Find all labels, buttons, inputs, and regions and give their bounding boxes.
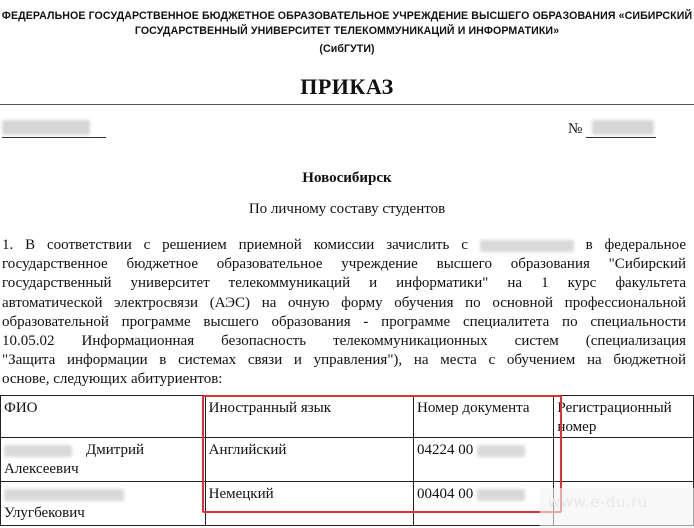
number-underline	[586, 137, 656, 138]
paragraph-line-5: образовательной программе высшего образования - программе специалитета по специальности	[2, 313, 686, 330]
redacted-surname	[4, 445, 72, 457]
paragraph-text: в федеральное	[585, 237, 687, 253]
watermark: www.e-du.ru	[548, 493, 648, 511]
fio-line-1	[4, 485, 202, 504]
redacted-order-number	[592, 120, 654, 135]
paragraph-text: 1. В соответствии с решением приемной комиссии зачислить с	[2, 237, 468, 253]
redacted-name	[4, 489, 124, 501]
cell-fio	[1, 482, 206, 526]
highlight-box	[202, 395, 562, 513]
header-reg-number: Регистрационный номер	[554, 396, 694, 438]
header-doc-number: Номер документа	[413, 396, 553, 438]
paragraph-line-6: 10.05.02 Информационная безопасность телекоммуникационных систем (специализация	[2, 332, 686, 349]
org-name-line1: ФЕДЕРАЛЬНОЕ ГОСУДАРСТВЕННОЕ БЮДЖЕТНОЕ ОБРАЗОВАТЕЛЬНОЕ УЧРЕЖДЕНИЕ ВЫСШЕГО ОБРАЗОВАНИЯ «СИБИРСКИЙ	[1, 10, 693, 22]
fio-patronymic: Алексеевич	[4, 461, 79, 477]
redacted-date	[2, 120, 90, 135]
org-name-line2: ГОСУДАРСТВЕННЫЙ УНИВЕРСИТЕТ ТЕЛЕКОММУНИКАЦИЙ И ИНФОРМАТИКИ»	[134, 25, 560, 37]
city: Новосибирск	[302, 170, 392, 186]
doc-number-text: 00404 00	[416, 486, 474, 502]
fio-patronymic: Улугбекович	[4, 505, 85, 521]
paragraph-line-4: автоматической электросвязи (АЭС) на очную форму обучения по основной профессиональной	[2, 294, 686, 311]
document-title: ПРИКАЗ	[300, 74, 394, 99]
doc-number-text: 04224 00	[416, 442, 474, 458]
paragraph-line-2: государственное бюджетное образовательное учреждение высшего образования "Сибирский	[2, 256, 686, 273]
title-divider	[0, 104, 694, 105]
header-fio: ФИО	[1, 396, 206, 438]
order-subject: По личному составу студентов	[248, 201, 446, 217]
order-paragraph	[2, 236, 686, 390]
fio-first-name: Дмитрий	[86, 442, 145, 458]
redacted-enrollment-date	[480, 240, 574, 252]
fio-line-1	[4, 441, 202, 460]
cell-reg-number	[554, 438, 694, 482]
org-short-name: (СибГУТИ)	[319, 43, 375, 55]
paragraph-line-8: основе, следующих абитуриентов:	[2, 371, 223, 388]
paragraph-line-7: "Защита информации в системах связи и управления"), на места с обучением на бюджетной	[2, 352, 686, 369]
cell-fio	[1, 438, 206, 482]
header-language: Иностранный язык	[205, 396, 413, 438]
paragraph-line-3: государственный университет телекоммуникаций и информатики" на 1 курс факультета	[2, 275, 686, 292]
date-underline	[2, 137, 106, 138]
cell-language: Немецкий	[205, 482, 413, 526]
order-number-label: №	[568, 121, 583, 137]
paragraph-line-1	[2, 236, 686, 255]
cell-language: Английский	[205, 438, 413, 482]
